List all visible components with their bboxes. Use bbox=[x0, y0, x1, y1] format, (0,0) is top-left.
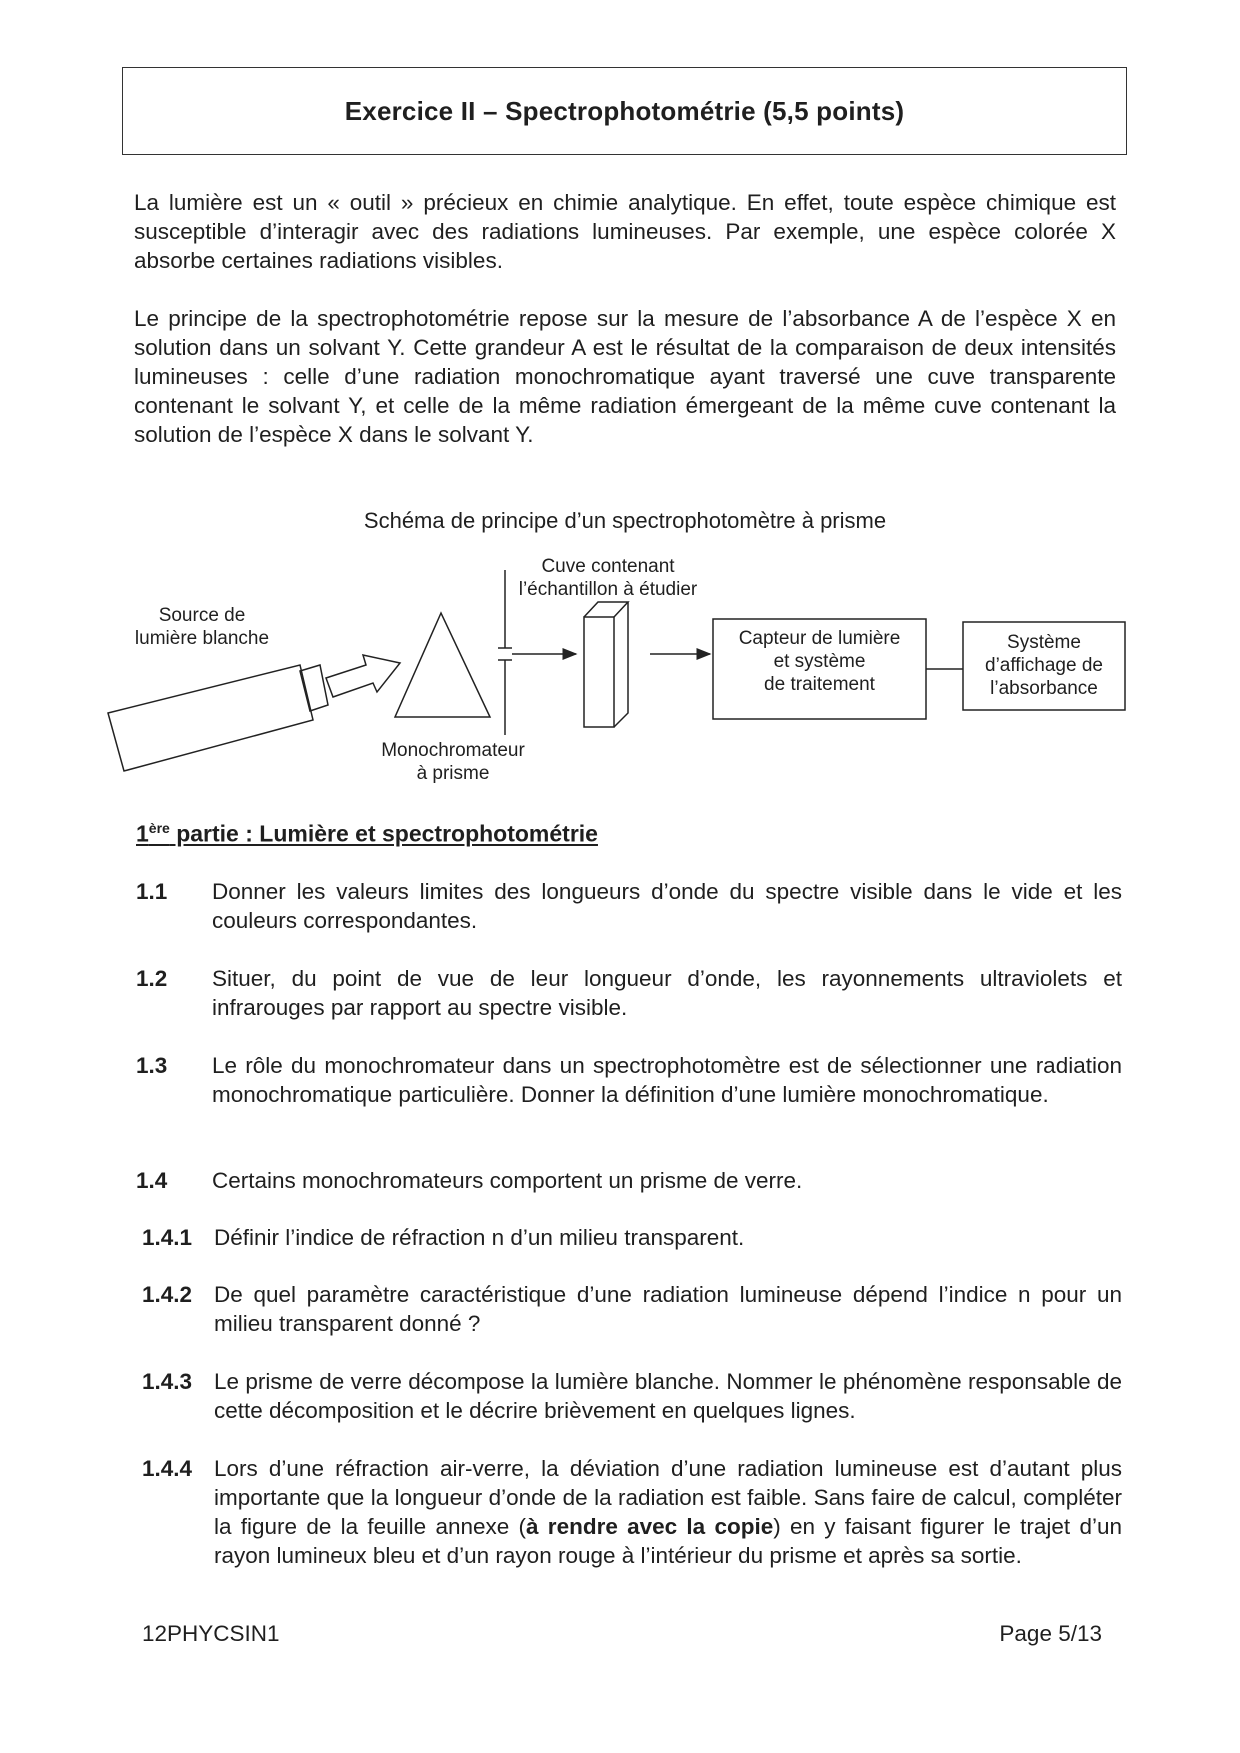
exercise-title: Exercice II – Spectrophotométrie (5,5 points) bbox=[344, 95, 905, 126]
annex-emphasis: à rendre avec la copie bbox=[526, 1514, 774, 1539]
light-source-shape bbox=[108, 665, 328, 771]
light-beam-arrow-icon bbox=[326, 655, 400, 697]
capteur-label: Capteur de lumière et système de traitement bbox=[738, 628, 901, 695]
footer-page-number: Page 5/13 bbox=[999, 1621, 1102, 1646]
affichage-label: Système d’affichage de l’absorbance bbox=[985, 632, 1103, 699]
exercise-title-box bbox=[122, 67, 1127, 155]
cuve-label: Cuve contenant l’échantillon à étudier bbox=[518, 556, 698, 600]
source-label: Source de lumière blanche bbox=[134, 605, 270, 649]
intro-paragraph: La lumière est un « outil » précieux en chimie analytique. En effet, toute espèce chimique est susceptible d’interagir avec des radiations lumineuses. Par exemple, une espèce colorée X absorbe certaines radiations visibles. bbox=[134, 190, 1116, 273]
principle-paragraph: Le principe de la spectrophotométrie repose sur la mesure de l’absorbance A de l’espèce X en solution dans un solvant Y. Cette grandeur A est le résultat de la comparaison de deux intensités lumineuses : celle d’une radiation monochromatique ayant traversé une cuve transparente contenant le solvant Y, et celle de la même radiation émergeant de la même cuve contenant la solution de l’espèce X dans le solvant Y. bbox=[134, 306, 1116, 447]
diagram-caption: Schéma de principe d’un spectrophotomètre à prisme bbox=[363, 508, 887, 533]
footer-code: 12PHYCSIN1 bbox=[142, 1621, 280, 1646]
monochromateur-label: Monochromateur à prisme bbox=[381, 740, 525, 784]
section-heading: 1ère partie : Lumière et spectrophotométrie bbox=[136, 820, 598, 847]
prism-shape bbox=[395, 613, 490, 717]
cuve-shape bbox=[584, 602, 628, 727]
